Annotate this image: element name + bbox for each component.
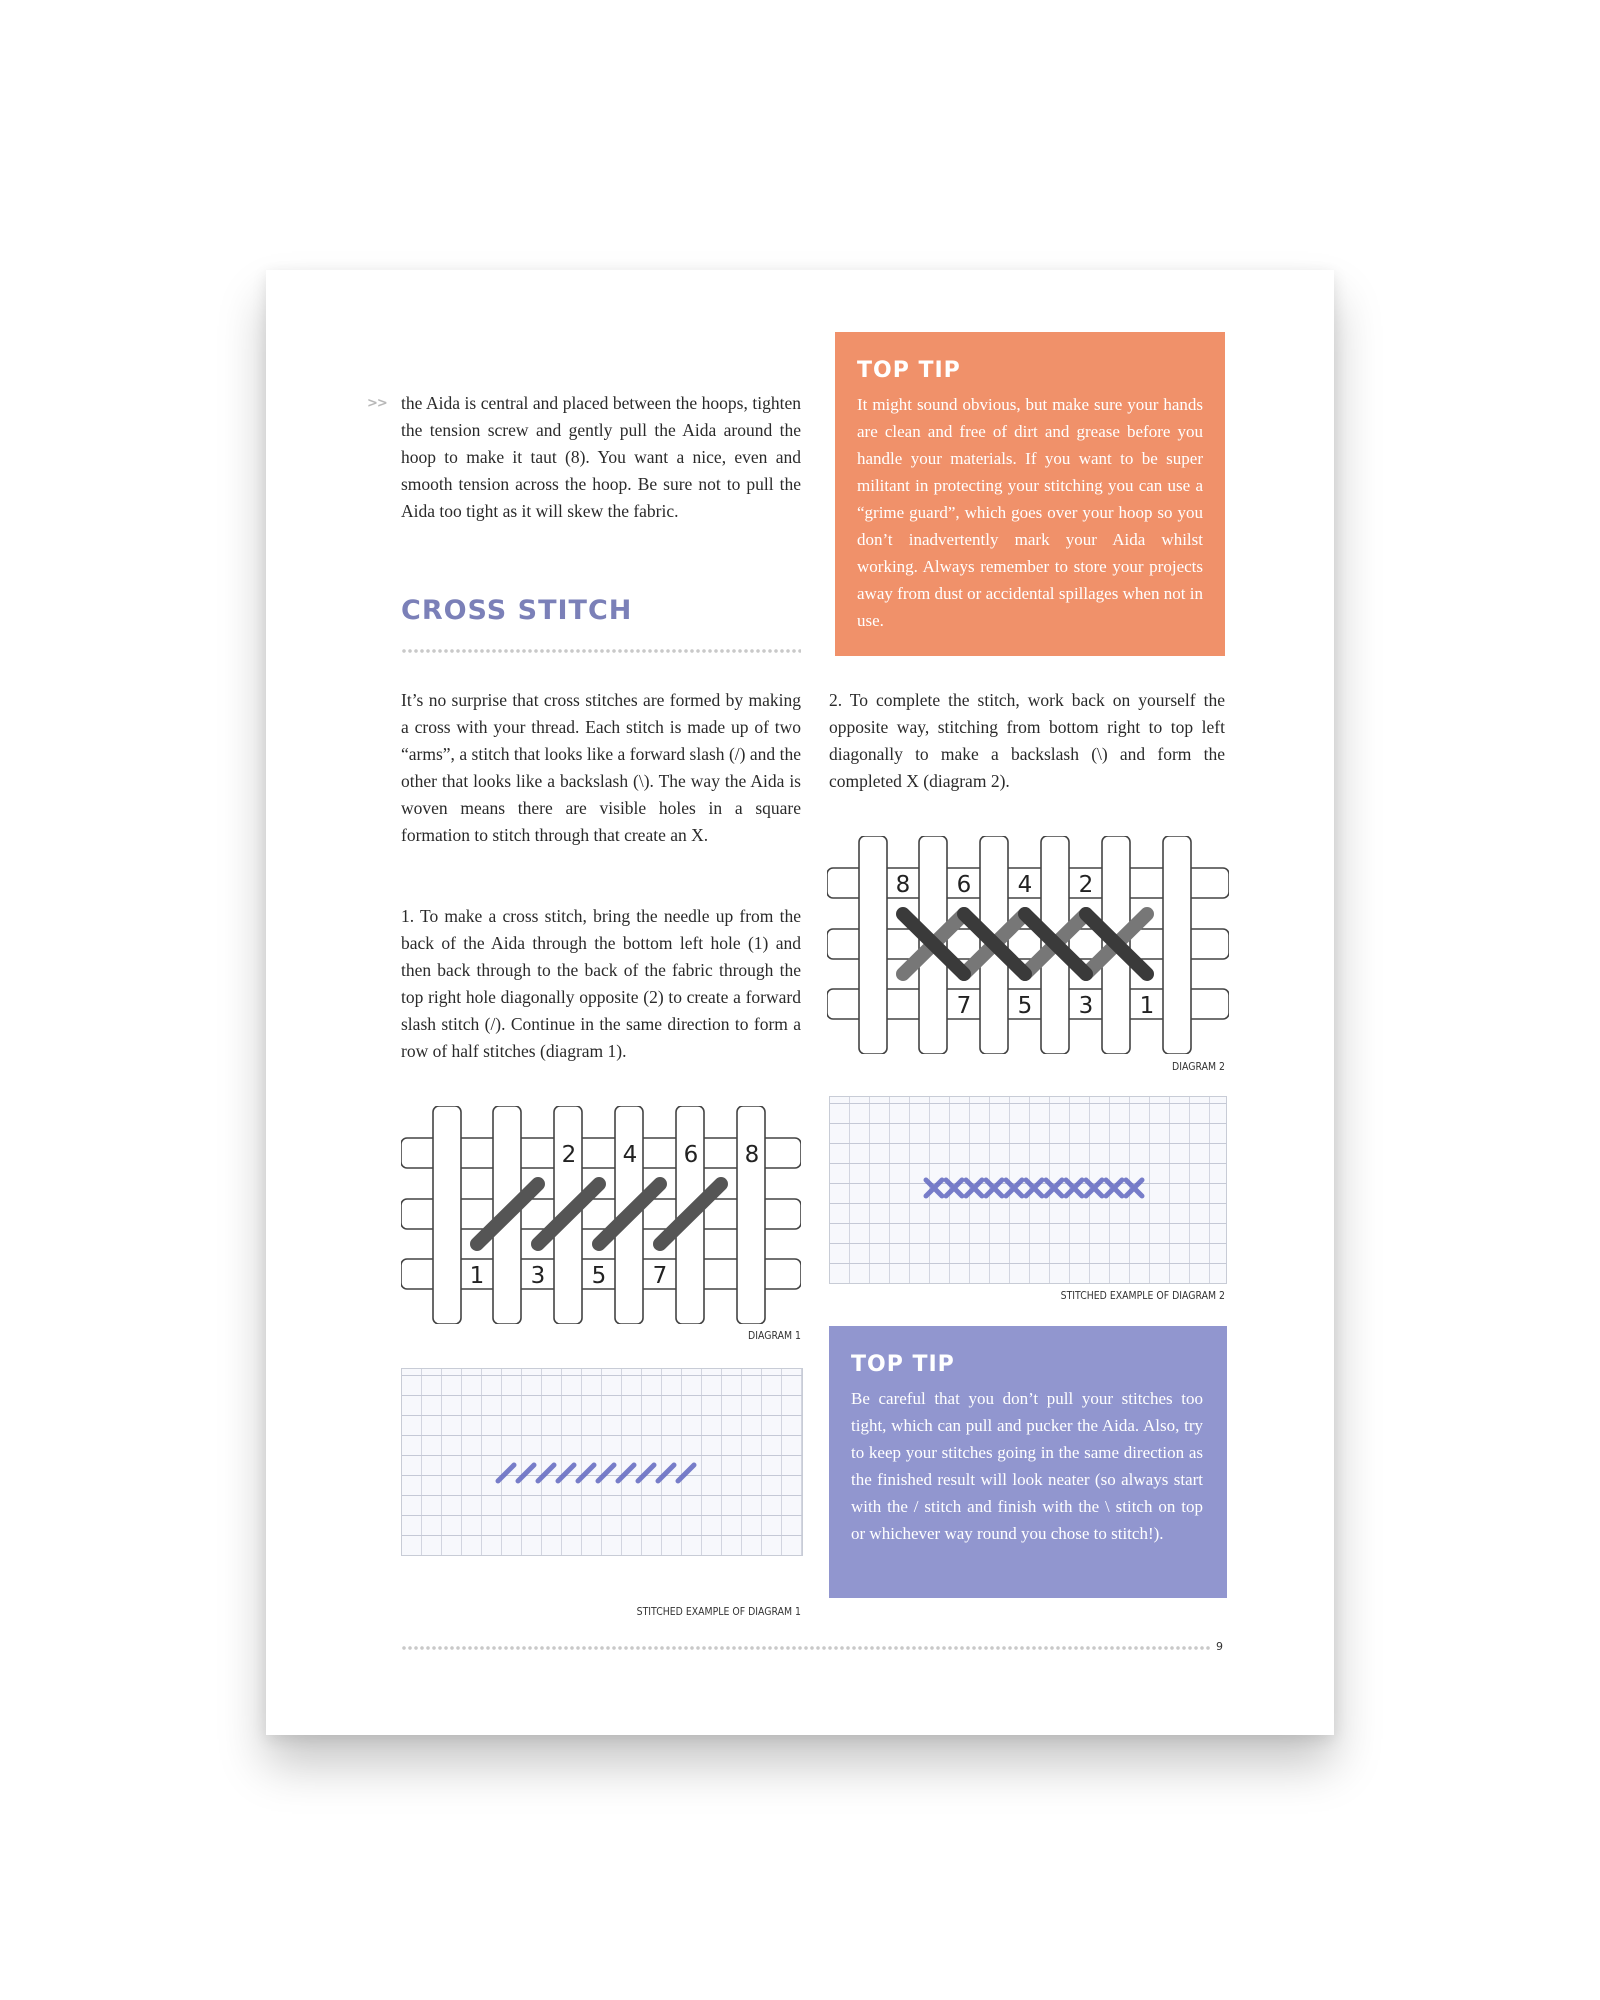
- footer-divider: [401, 1644, 1211, 1652]
- diagram-1-grid: [401, 1106, 801, 1324]
- hole-number: 6: [683, 1142, 699, 1168]
- diagram-2-caption: DIAGRAM 2: [1172, 1060, 1225, 1073]
- diagram-2-grid: [827, 836, 1229, 1054]
- top-tip-box-1: [835, 332, 1225, 656]
- top-tip-box-2: [829, 1326, 1227, 1598]
- hole-number: 8: [744, 1142, 760, 1168]
- page-number: 9: [1216, 1640, 1223, 1653]
- top-tip-text: Be careful that you don’t pull your stitches too tight, which can pull and pucker the Aida. Also, try to keep your stitches going in the same direction as the finished result will look neater (so always start with the / stitch and finish with the \ stitch on top or whichever way round you chose to stitch!).: [851, 1389, 1203, 1543]
- section-divider: [401, 647, 801, 655]
- hole-number: 3: [1078, 993, 1094, 1019]
- diagram-1-caption: DIAGRAM 1: [748, 1329, 801, 1342]
- hole-number: 7: [652, 1263, 668, 1289]
- stitched-example-2-photo: [829, 1096, 1227, 1284]
- hole-number: 4: [1017, 872, 1033, 898]
- hole-number: 3: [530, 1263, 546, 1289]
- hole-number: 1: [1139, 993, 1155, 1019]
- hole-number: 2: [1078, 872, 1094, 898]
- diagram-2: [827, 836, 1229, 1054]
- paragraph-step-2: 2. To complete the stitch, work back on yourself the opposite way, stitching from bottom right to top left diagonally to make a backslash (\) and form the completed X (diagram 2).: [829, 690, 1225, 791]
- hole-number: 1: [469, 1263, 485, 1289]
- top-tip-title: TOP TIP: [857, 358, 961, 383]
- hole-number: 8: [895, 872, 911, 898]
- book-page: [266, 270, 1334, 1735]
- hole-number: 4: [622, 1142, 638, 1168]
- hole-number: 5: [1017, 993, 1033, 1019]
- continuation-marker: >>: [367, 396, 387, 411]
- hole-number: 5: [591, 1263, 607, 1289]
- diagram-1: [401, 1106, 801, 1324]
- hole-number: 2: [561, 1142, 577, 1168]
- stitched-example-2-caption: STITCHED EXAMPLE OF DIAGRAM 2: [1060, 1289, 1225, 1302]
- top-tip-title: TOP TIP: [851, 1352, 955, 1377]
- intro-paragraph: the Aida is central and placed between the hoops, tighten the tension screw and gently pull the Aida around the hoop to make it taut (8). You want a nice, even and smooth tension across the hoop. Be sure not to pull the Aida too tight as it will skew the fabric.: [401, 393, 801, 521]
- paragraph-step-1: 1. To make a cross stitch, bring the needle up from the back of the Aida through the bottom left hole (1) and then back through to the back of the fabric through the top right hole diagonally opposite (2) to create a forward slash stitch (/). Continue in the same direction to form a row of half stitches (diagram 1).: [401, 906, 801, 1061]
- hole-number: 6: [956, 872, 972, 898]
- paragraph-intro-cross-stitch: It’s no surprise that cross stitches are formed by making a cross with your thread. Each stitch is made up of two “arms”, a stitch that looks like a forward slash (/) and the other that looks like a backslash (\). The way the Aida is woven means there are visible holes in a square formation to stitch through that create an X.: [401, 690, 801, 845]
- stitched-example-1-caption: STITCHED EXAMPLE OF DIAGRAM 1: [636, 1605, 801, 1618]
- section-heading: CROSS STITCH: [401, 595, 633, 626]
- stitched-example-1-photo: [401, 1368, 803, 1556]
- hole-number: 7: [956, 993, 972, 1019]
- top-tip-text: It might sound obvious, but make sure your hands are clean and free of dirt and grease before you handle your materials. If you want to be super militant in protecting your stitching you can use a “grime guard”, which goes over your hoop so you don’t inadvertently mark your Aida whilst working. Always remember to store your projects away from dust or accidental spillages when not in use.: [857, 395, 1203, 630]
